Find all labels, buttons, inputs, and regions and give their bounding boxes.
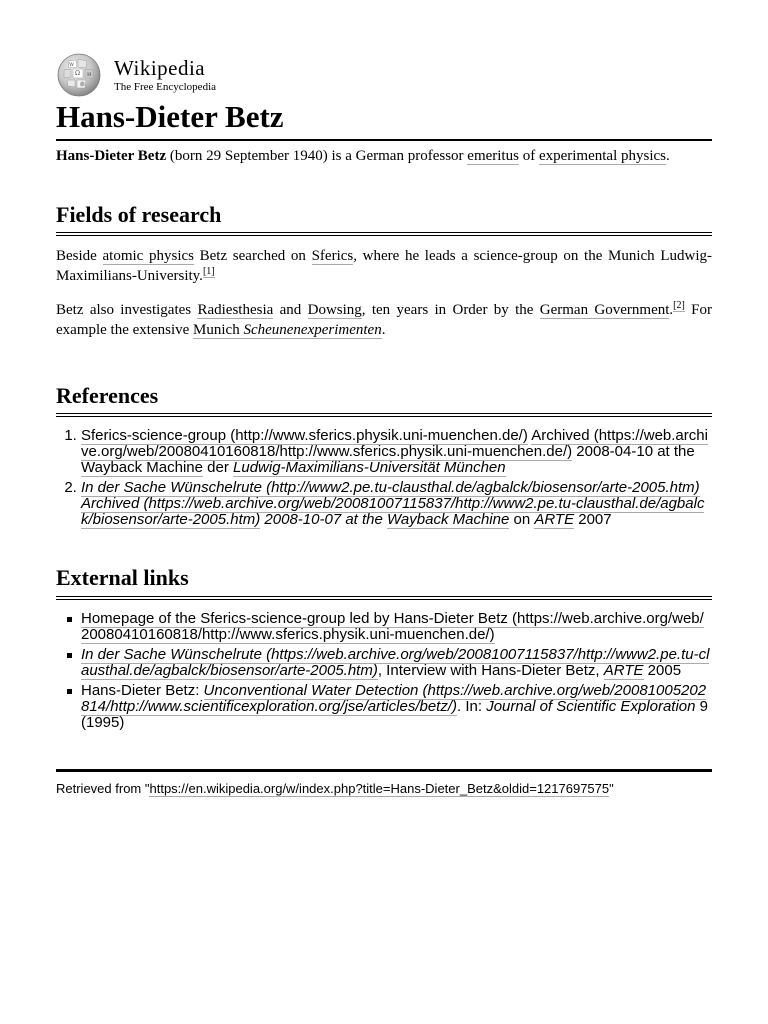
- sferics-link[interactable]: Sferics: [311, 248, 354, 265]
- text: on: [509, 511, 535, 529]
- text: .: [669, 302, 674, 319]
- link-text-italic: Scheunenexperimenten: [243, 322, 382, 339]
- radiesthesia-link[interactable]: Radiesthesia: [197, 302, 274, 319]
- emeritus-link[interactable]: emeritus: [467, 148, 519, 165]
- retrieved-from: [56, 781, 712, 797]
- text: 2008-04-10 at the: [572, 443, 695, 461]
- section-heading: Fields of research: [56, 203, 712, 236]
- journal-title: Journal of Scientific Exploration: [486, 697, 696, 715]
- german-government-link[interactable]: German Government: [539, 302, 670, 319]
- sferics-group-link[interactable]: Sferics-science-group (http://www.sferics.physik.uni-muenchen.de/): [81, 427, 528, 445]
- wuenschelrute-link[interactable]: In der Sache Wünschelrute (http://www2.pe.tu-clausthal.de/agbalck/biosensor/arte-2005.htm): [81, 479, 700, 497]
- link-text: Munich: [193, 322, 244, 339]
- text: . In:: [457, 697, 487, 715]
- text: der: [203, 459, 234, 477]
- wayback-machine-link[interactable]: Wayback Machine: [387, 511, 510, 529]
- section-external-links: [56, 566, 712, 730]
- article-page: [56, 52, 712, 797]
- text: , Interview with Hans-Dieter Betz,: [377, 661, 604, 679]
- fields-paragraph-2: [56, 300, 712, 340]
- reference-item: [81, 428, 712, 476]
- text: Retrieved from ": [56, 780, 150, 796]
- text: Beside: [56, 248, 103, 265]
- lead-text: (born 29 September 1940) is a German professor: [166, 148, 468, 165]
- text: ": [609, 780, 614, 796]
- section-fields-of-research: [56, 203, 712, 340]
- page-title: Hans-Dieter Betz: [56, 100, 712, 141]
- reference-item: [81, 480, 712, 528]
- wordmark: [114, 55, 217, 93]
- section-heading: External links: [56, 566, 712, 599]
- wordmark-name: Wikipedia: [114, 55, 206, 80]
- footer-divider: [56, 769, 712, 772]
- archived-link[interactable]: Archived (https://web.archive.org/web/20081007115837/http://www2.pe.tu-clausthal.de/agbalck/biosensor/arte-2005.htm): [81, 495, 705, 529]
- text: 2007: [574, 511, 612, 529]
- wordmark-tagline: The Free Encyclopedia: [114, 80, 217, 93]
- archived-link[interactable]: Archived (https://web.archive.org/web/20080410160818/http://www.sferics.physik.uni-muenchen.de/): [81, 427, 708, 461]
- svg-text:維: 維: [80, 82, 86, 88]
- text: , ten years in Order by the: [361, 302, 540, 319]
- lead-text: .: [665, 148, 670, 165]
- wayback-machine-link[interactable]: Wayback Machine: [81, 459, 203, 477]
- wuenschelrute-link[interactable]: In der Sache Wünschelrute (https://web.archive.org/web/20081007115837/http://www2.pe.tu-clausthal.de/agbalck/biosensor/arte-2005.htm): [81, 645, 710, 679]
- external-link-item: [81, 611, 712, 643]
- text: 2005: [643, 661, 682, 679]
- atomic-physics-link[interactable]: atomic physics: [102, 248, 194, 265]
- external-link-item: [81, 683, 712, 731]
- lmu-link[interactable]: Ludwig-Maximilians-Universität München: [233, 459, 506, 477]
- scheunenexperimenten-link[interactable]: [193, 322, 382, 339]
- lead-paragraph: [56, 146, 712, 166]
- lead-text: of: [518, 148, 539, 165]
- wikipedia-logo[interactable]: [56, 52, 712, 98]
- section-heading: References: [56, 384, 712, 417]
- dowsing-link[interactable]: Dowsing: [307, 302, 362, 319]
- lead-subject: Hans-Dieter Betz: [56, 148, 167, 165]
- experimental-physics-link[interactable]: experimental physics: [538, 148, 666, 165]
- citation-1-link[interactable]: [1]: [202, 266, 215, 278]
- svg-text:W: W: [69, 62, 75, 68]
- text: Betz also investigates: [56, 302, 198, 319]
- svg-text:Ω: Ω: [75, 70, 80, 77]
- text: For example the extensive: [56, 302, 712, 339]
- external-link-item: [81, 647, 712, 679]
- svg-text:И: И: [87, 72, 92, 78]
- text: 9 (1995): [81, 697, 708, 731]
- text: and: [273, 302, 308, 319]
- homepage-link[interactable]: Homepage of the Sferics-science-group led by Hans-Dieter Betz (https://web.archive.org/web/20080410160818/http://www.sferics.physik.uni-muenchen.de/): [81, 609, 704, 643]
- references-list: [56, 428, 712, 528]
- fields-paragraph-1: [56, 246, 712, 286]
- external-links-list: [56, 611, 712, 731]
- text: 2008-10-07 at the: [260, 511, 388, 529]
- text: Betz searched on: [193, 248, 312, 265]
- text: Hans-Dieter Betz:: [81, 681, 204, 699]
- water-detection-link[interactable]: Unconventional Water Detection (https://web.archive.org/web/20081005202814/http://www.scientificexploration.org/jse/articles/betz/): [81, 681, 707, 715]
- text: .: [381, 322, 386, 339]
- section-references: [56, 384, 712, 528]
- text: , where he leads a science-group on the Munich Ludwig-Maximilians-University.: [56, 248, 713, 285]
- wikipedia-globe-icon: [56, 53, 102, 97]
- arte-link[interactable]: ARTE: [603, 661, 644, 679]
- citation-2-link[interactable]: [2]: [673, 300, 685, 312]
- retrieved-url-link[interactable]: https://en.wikipedia.org/w/index.php?title=Hans-Dieter_Betz&oldid=1217697575: [149, 780, 610, 796]
- arte-link[interactable]: ARTE: [534, 511, 575, 529]
